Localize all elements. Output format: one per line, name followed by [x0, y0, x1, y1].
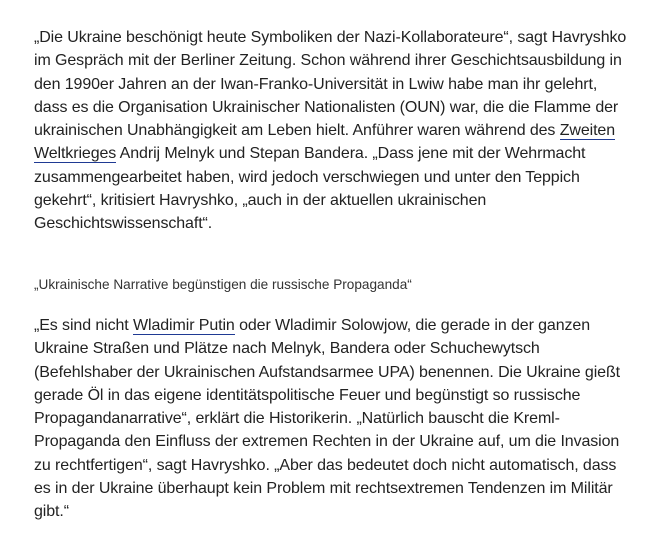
paragraph-1-text-start: „Die Ukraine beschönigt heute Symboliken der Nazi-Kollaborateure“, sagt Havryshko im Gespräch mit der Berliner Zeitung. Schon während ihrer Geschichtsausbildung in den 1990er Jahren an der Iwan-Franko-Universität in Lwiw habe man ihr gelehrt, dass es die Organisation Ukrainischer Nationalisten (OUN) war, die die Flamme der ukrainischen Unabhängigkeit am Leben hielt. Anführer waren während des [34, 29, 627, 140]
link-zweiten-weltkrieges[interactable]: Zweiten Weltkrieges [34, 122, 616, 163]
paragraph-1-text-end: Andrij Melnyk und Stepan Bandera. „Dass jene mit der Wehrmacht zusammengearbeitet haben, wird jedoch verschwiegen und unter den Teppich gekehrt“, kritisiert Havryshko, „auch in der aktuellen ukrainischen Geschichtswissenschaft“. [34, 145, 586, 233]
paragraph-2-text-end: oder Wladimir Solowjow, die gerade in der ganzen Ukraine Straßen und Plätze nach Melnyk, Bandera oder Schuchewytsch (Befehlshaber der Ukrainischen Aufstandsarmee UPA) benennen. Die Ukraine gießt gerade Öl in das eigene identitätspolitische Feuer und begünstigt so russische Propagandanarrative“, erklärt die Historikerin. „Natürlich bauscht die Kreml-Propaganda den Einfluss der extremen Rechten in der Ukraine auf, um die Invasion zu rechtfertigen“, sagt Havryshko. „Aber das bedeutet doch nicht automatisch, dass es in der Ukraine überhaupt kein Problem mit rechtsextremen Tendenzen im Militär gibt.“ [34, 317, 620, 521]
paragraph-2-text-start: „Es sind nicht [34, 317, 133, 334]
section-subheading: „Ukrainische Narrative begünstigen die russische Propaganda“ [34, 277, 412, 292]
paragraph-1 [34, 26, 634, 236]
link-wladimir-putin[interactable]: Wladimir Putin [133, 317, 235, 334]
paragraph-2 [34, 314, 634, 524]
